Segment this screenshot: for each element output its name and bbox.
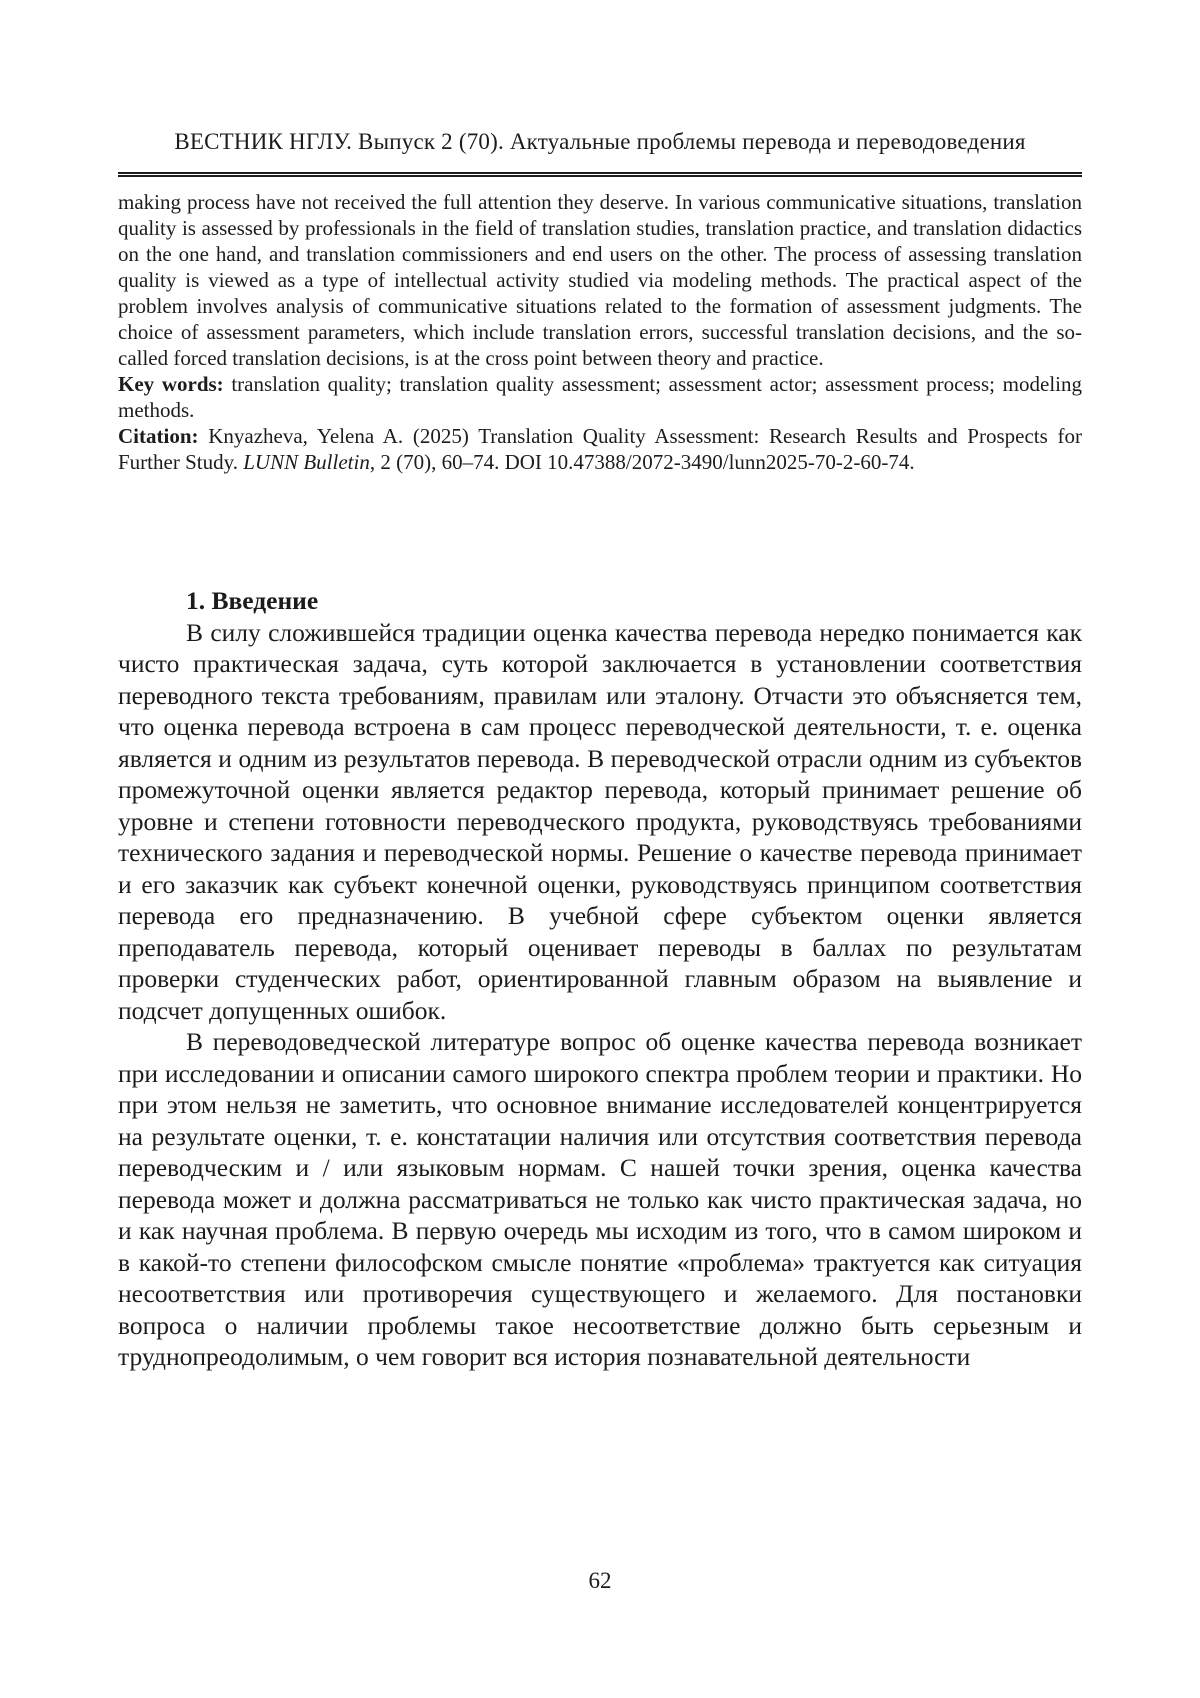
keywords-label: Key words:	[118, 372, 224, 396]
journal-header-title: ВЕСТНИК НГЛУ. Выпуск 2 (70). Актуальные проблемы перевода и переводоведения	[174, 129, 1026, 154]
keywords-paragraph	[118, 371, 1082, 423]
citation-label: Citation:	[118, 424, 199, 448]
section-heading: 1. Введение	[186, 586, 319, 615]
citation-text-after-italic: , 2 (70), 60–74. DOI 10.47388/2072-3490/lunn2025-70-2-60-74.	[369, 450, 915, 474]
abstract-paragraph: making process have not received the full attention they deserve. In various communicative situations, translation quality is assessed by professionals in the field of translation studies, translation practice, and translation didactics on the one hand, and translation commissioners and end users on the other. The process of assessing translation quality is viewed as a type of intellectual activity studied via modeling methods. The practical aspect of the problem involves analysis of communicative situations related to the formation of assessment judgments. The choice of assessment parameters, which include translation errors, successful translation decisions, and the so-called forced translation decisions, is at the cross point between theory and practice.	[118, 190, 1082, 370]
page-number: 62	[588, 1568, 612, 1593]
running-head	[118, 128, 1082, 177]
citation-journal-name: LUNN Bulletin	[243, 450, 370, 474]
introduction-section	[118, 585, 1082, 1373]
citation-paragraph	[118, 423, 1082, 475]
body-paragraph-2: В переводоведческой литературе вопрос об оценке качества перевода возникает при исследовании и описании самого широкого спектра проблем теории и практики. Но при этом нельзя не заметить, что основное внимание исследователей концентрируется на результате оценки, т. е. констатации наличия или отсутствия соответствия перевода переводческим и / или языковым нормам. С нашей точки зрения, оценка качества перевода может и должна рассматриваться не только как чисто практическая задача, но и как научная проблема. В первую очередь мы исходим из того, что в самом широком и в какой-то степени философском смысле понятие «проблема» трактуется как ситуация несоответствия или противоречия существующего и желаемого. Для постановки вопроса о наличии проблемы такое несоответствие должно быть серьезным и труднопреодолимым, о чем говорит вся история познавательной деятельности	[118, 1027, 1082, 1371]
abstract-section	[118, 189, 1082, 475]
header-rule	[118, 172, 1082, 177]
body-paragraph-1: В силу сложившейся традиции оценка качества перевода нередко понимается как чисто практическая задача, суть которой заключается в установлении соответствия переводного текста требованиям, правилам или эталону. Отчасти это объясняется тем, что оценка перевода встроена в сам процесс переводческой деятельности, т. е. оценка является и одним из результатов перевода. В переводческой отрасли одним из субъектов промежуточной оценки является редактор перевода, который принимает решение об уровне и степени готовности переводческого продукта, руководствуясь требованиями технического задания и переводческой нормы. Решение о качестве перевода принимает и его заказчик как субъект конечной оценки, руководствуясь принципом соответствия перевода его предназначению. В учебной сфере субъектом оценки является преподаватель перевода, который оценивает переводы в баллах по результатам проверки студенческих работ, ориентированной главным образом на выявление и подсчет допущенных ошибок.	[118, 617, 1082, 1025]
keywords-text: translation quality; translation quality assessment; assessment actor; assessment process; modeling methods.	[118, 372, 1082, 422]
citation-text-before-italic: Knyazheva, Yelena A. (2025) Translation Quality Assessment: Research Results and Prospects for Further Study.	[118, 424, 1082, 474]
